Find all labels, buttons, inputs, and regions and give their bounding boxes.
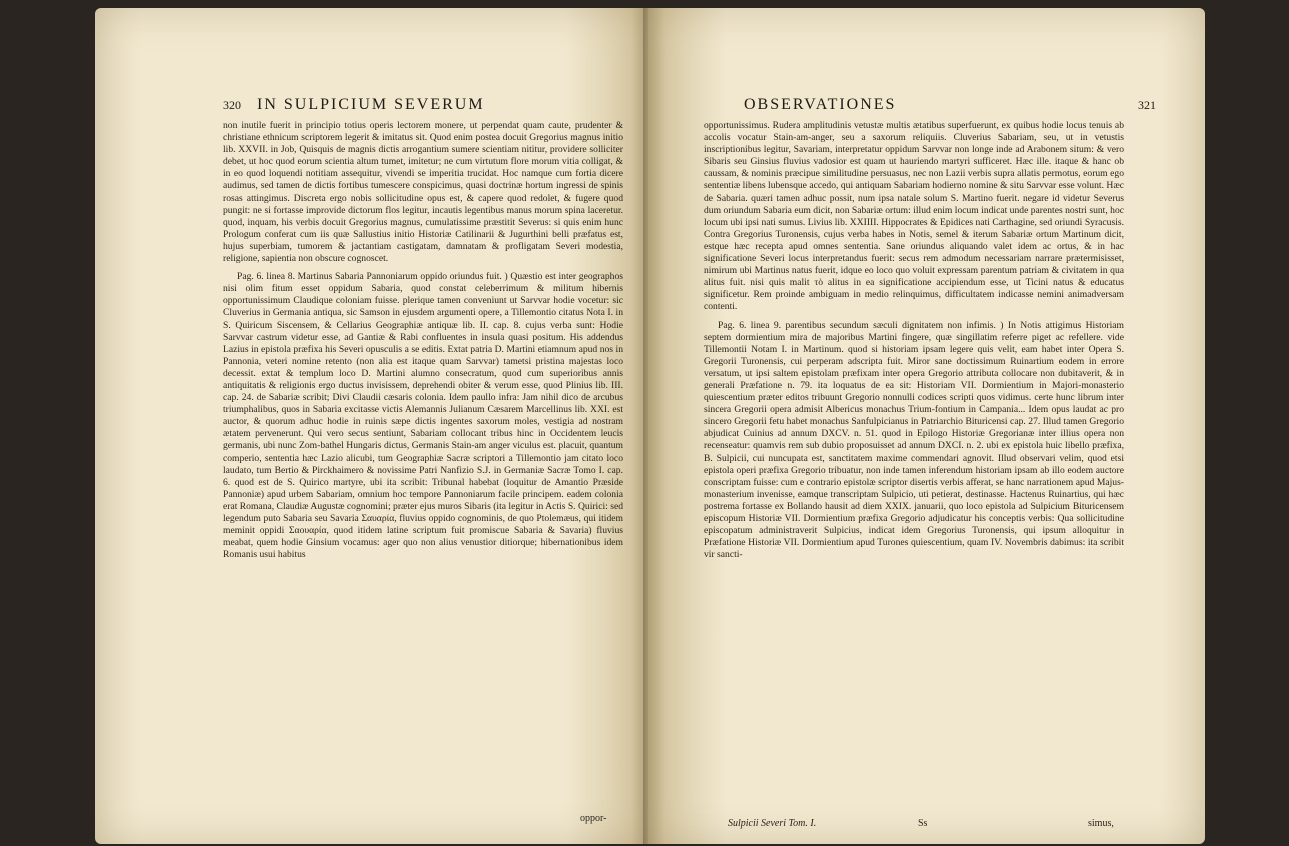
left-page-number: 320 (223, 98, 241, 112)
left-catchword: oppor- (580, 813, 607, 824)
left-paragraph-2: Pag. 6. linea 8. Martinus Sabaria Pannoniarum oppido oriundus fuit. ) Quæstio est inter geographos nisi olim fitum esset oppidum Sabaria, quod constat celeberrimum & militum hibernis opportunissimum Claudique coloniam fuisse. plerique tamen conveniunt ut Sarvvar hodie vocetur: sic Cluverius in Germania antiqua, sic Samson in ejusdem argumenti opere, a Tillemontio citatus Nota I. in S. Quiricum Siscensem, & Cellarius Geographiæ antiquæ lib. II. cap. 8. cujus verba sunt: Hodie Sarvvar castrum videtur esse, ad Gantiæ & Rabi confluentes in insula quasi positum. His addendus Lazius in epistola præfixa his Severi opusculis a se editis. Extat patria D. Martini etiamnum apud nos in Pannonia, veteri nomine retento (non alia est itaque quam Sarvvar) tametsi pristina majestas loco decessit. extat & templum loco D. Martini alumno consecratum, quod cum superioribus annis antiquitatis & religionis ergo ductus invisissem, deprehendi obiter & verum esse, quod Plinius lib. III. cap. 24. de Sabariæ scribit; Divi Claudii cæsaris colonia. Idem paullo infra: Jam nihil dico de arcubus triumphalibus, quos in Sabaria excitasse victis Alemannis Julianum Cæsarem Marcellinus lib. XXI. est auctor, & quorum adhuc hodie in ruinis sæpe dictis ingentes saxorum moles, vestigia ad nostram ætatem pervenerunt. Qui vero secus sentiunt, Sabariam collocant tribus hinc in Occidentem leucis germanis, ubi nunc Zom-bathel Hungaris dictus, Germanis Stain-am anger viculus est. placuit, quantum comperio, sententia hæc Lazio alicubi, tum Geographiæ Sacræ scriptori a Tillemontio jam citato loco laudato, tum Bertio & Pirckhaimero & novissime Patri Nanfizio S.J. in Germaniæ Sacræ Tomo I. cap. 6. quod est de S. Quirico martyre, ubi ita scribit: Tribunal habebat (loquitur de Amantio Præside Pannoniæ) apud urbem Sabariam, omnium hoc tempore Pannoniarum facile principem. eadem colonia erat Romana, Claudiæ Augustæ cognomini; præter ejus muros Sibaris (ita legitur in Actis S. Quirici: sed legendum puto Sabaria seu Savaria Σαυαρία, fluvius oppido cognominis, de quo Ptolemæus, qui itidem meminit oppidi Σαουαρία, quod itidem latine scriptum fuit promiscue Sabaria & Savaria) fluvius meabat, quem hodie Ginsium vocamus: ager quo non alius venustior ditiorque; hibernationibus idem Romanis usui habitus (223, 271, 623, 561)
right-catchword: simus, (1088, 818, 1114, 829)
right-page (648, 8, 1205, 844)
right-paragraph-2: Pag. 6. linea 9. parentibus secundum sæculi dignitatem non infimis. ) In Notis attigimus Historiam septem dormientium mira de majoribus Martini fingere, quæ singillatim referre piget ac refellere. vide Tillemontii Notam I. in Martinum. quod si historiam ipsam legere quis velit, eam habet inter Opera S. Gregorii Turonensis, cui perperam adscripta fuit. Miror sane doctissimum Ruinartium eodem in errore versatum, ut ipsi saltem epistolam præfixam inter opera Gregorio attributa collocare non dubitaverit, & in generali Præfatione n. 79. ita loquatus de ea sit: Historiam VII. Dormientium in Majori-monasterio quiescentium præter editos tribuunt Gregorio nonnulli codices scripti quos vidimus. certe hunc librum inter sincera Gregorii opera admisit Albericus monachus Trium-fontium in Campania... Idem opus laudat ac pro sincero Gregorii fetu habet monachus Sanfulpicianus in Patriarchio Bituricensi cap. 27. Illud tamen Gregorio abjudicat Cuinius ad annum DXCV. n. 51. quod in Epilogo Historiæ Gregorianæ inter illius opera non recenseatur: quamvis rem sub dubio proposuisset ad annum DXCI. n. 2. ubi ex epistola huic libello præfixa, B. Sulpicii, cui nuncupata est, sanctitatem maxime commendari agnovit. Illud observari velim, quod etsi epistola operi præfixa Gregorio tribuatur, non inde tamen inferendum historiam ipsam ab illo eodem auctore conscriptam fuisse: cum e contrario epistolæ scriptor disertis verbis afferat, se hanc narrationem apud Majus-monasterium invenisse, eamque transcriptam Sulpicio, uti petierat, destinasse. Hactenus Ruinartius, qui hæc postrema fortasse ex Bollando hausit ad diem XXIX. januarii, quo loco epistola ad Sulpicium Bituricensem episcopum Historiæ VII. Dormientium præfixa Gregorio adjudicatur his conceptis verbis: Qua sollicitudine episcopatum administraverit Sulpicius, indicat idem Gregorius Turonensis, qui ipsum alloquitur in Præfatione Historiæ VII. Dormientium apud Turones quiescentium, quam IV. Novembris dabimus: ita scribit vir sancti- (704, 319, 1124, 561)
right-paragraph-1: opportunissimus. Rudera amplitudinis vetustæ multis ætatibus superfuerunt, ex quibus hodie locus tenuis ab accolis vocatur Stain-am-anger, seu a saxorum reliquiis. Cluverius Sabariam, seu, ut in vetustis inscriptionibus legitur, Savariam, interpretatur oppidum Sarvvar non longe inde ad Arabonem situm: & vero Sibaris seu Ginsius fluvius vadosior est quam ut hauriendo martyri sufficeret. Hæc ille. itaque & hanc ob caussam, & nominis præcipue similitudine persuasus, nec non Lazii verbis supra allatis permotus, eorum ego sententiæ libens lubensque accedo, qui antiquam Sabariam hodierno nomine & situ Sarvvar esse volunt. Hæc de Sabaria. quæri tamen adhuc possit, num ipsa natale solum S. Martino fuerit. negare id videtur Severus dum oriundum Sabaria eum dicit, non Sabariæ ortum: illud enim locum indicat unde parentes nostri sunt, hoc locum ubi ipsi nati sumus. Livius lib. XXIIII. Hippocrates & Epidices nati Carthagine, sed oriundi Syracusis. Contra Gregorius Turonensis, cujus verba habes in Notis, semel & iterum Sabariæ ortum Martinum dicit, estque hæc recepta apud omnes sententia. Sane oriundus aliquando valet idem ac ortus, & in hac significatione Severi locus interpretandus fuerit: secus rem admodum necessariam narrare prætermisisset, nimirum ubi Martinus natus fuerit, idque eo loco quo voluit expressam parentum patriam & civitatem in qua alitus fuit. nisi quis malit τὸ alitus in ea significatione accipiendum esse, ut Ticini natus & educatus significetur. Rem proinde ambiguam in medio relinquimus, difficultatem indicasse nemini animadversam contenti. (704, 120, 1124, 313)
right-text-column (704, 120, 1124, 810)
right-page-number: 321 (1138, 98, 1156, 112)
left-text-column (223, 120, 623, 810)
left-running-head: IN SULPICIUM SEVERUM (257, 96, 485, 113)
right-running-head: OBSERVATIONES (744, 96, 897, 113)
open-book (95, 8, 1205, 844)
footer-title: Sulpicii Severi Tom. I. (728, 818, 817, 829)
left-paragraph-1: non inutile fuerit in principio totius operis lectorem monere, ut perpendat quam caute, prudenter & christiane ethnicum scriptorem legerit & imitatus sit. Quod enim postea docuit Gregorius magnus initio lib. XXVII. in Job, Quisquis de magnis dictis arrogantium sumere scientiam nititur, providere solliciter debet, ut hoc quod eorum scientia altum tumet, imitetur; ne cum virtutum flore morum vitia colligat, & in eo quod loquendi notitiam assequitur, vivendi se imperitia trucidat. Hoc namque cum fortia dicere audimus, sed tamen de dictis fortibus tumescere conspicimus, quasi doctrinæ hortum ingressi de spinis rosas attingimus. Discreta ergo nobis sollicitudine opus est, & capere quod redolet, & fugere quod pungit: ne si fortasse improvide dictorum flos legitur, incautis legentibus manus morum spina laceretur. quod, inquam, his verbis docuit Gregorius magnus, cumulatissime præstitit Severus: si quis enim hunc Prologum conferat cum iis quæ Sallustius initio Historiæ Catilinarii & Jugurthini belli præfatus est, hujus superbiam, tumorem & jactantiam castigatam, damnatam & profligatam Severi modestia, religione, sapientia non obscure cognoscet. (223, 120, 623, 265)
signature-mark: Ss (918, 818, 928, 829)
left-page (95, 8, 648, 844)
